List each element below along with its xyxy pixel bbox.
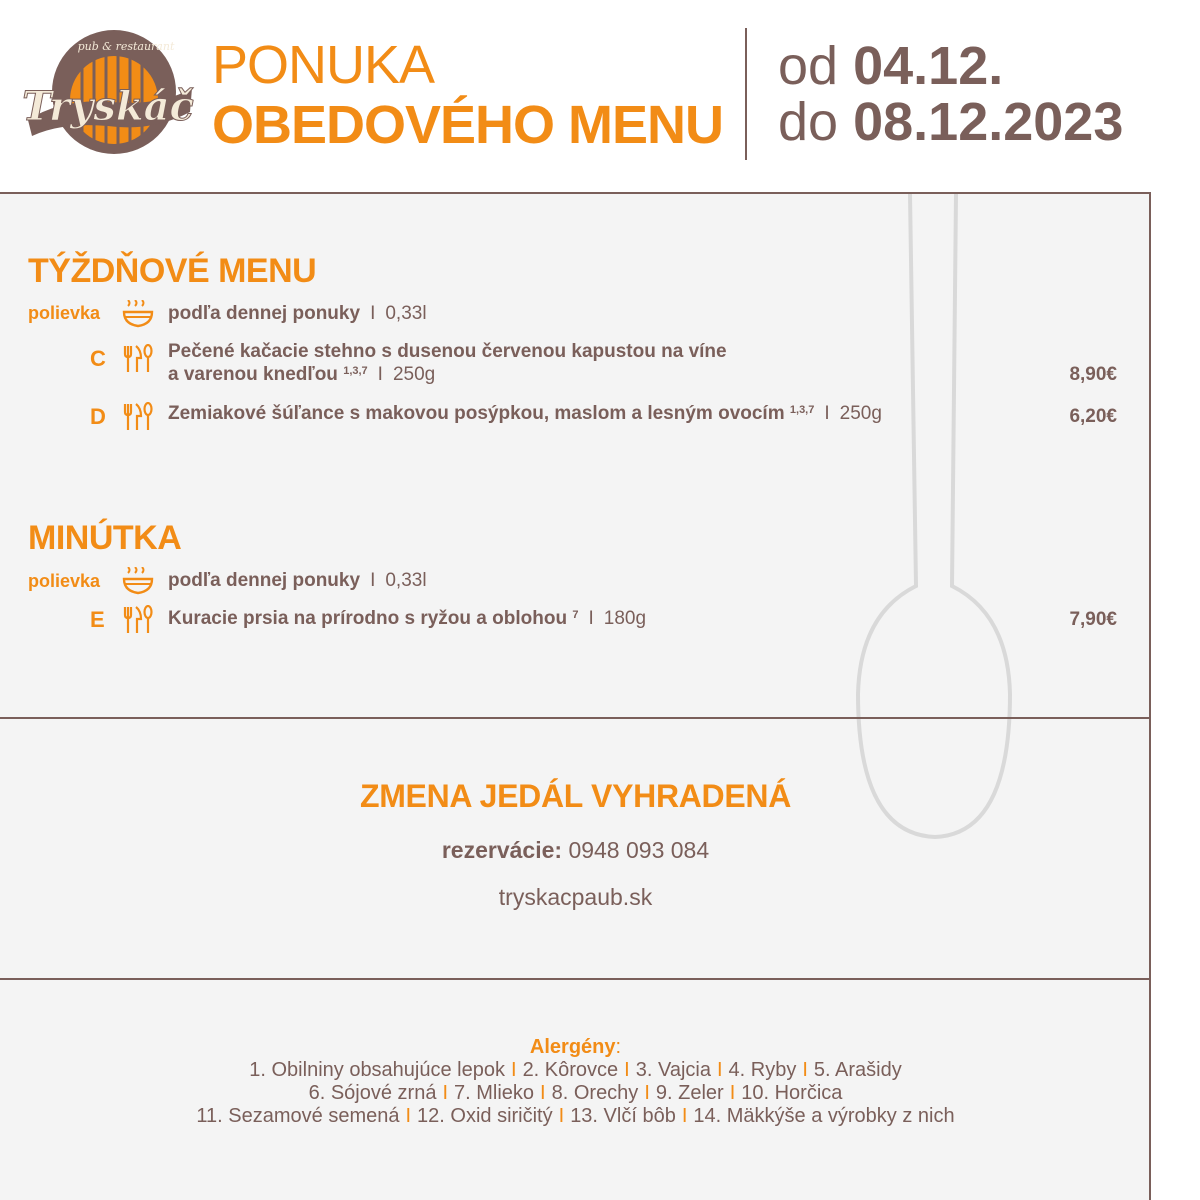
restaurant-logo — [22, 28, 196, 158]
minutka-title: MINÚTKA — [28, 519, 182, 557]
website-line — [0, 884, 1151, 911]
header-divider — [745, 28, 747, 160]
allergens-line-1: 1. Obilniny obsahujúce lepok I 2. Kôrovce I 3. Vajcia I 4. Ryby I 5. Arašidy — [249, 1059, 902, 1081]
date-from: od 04.12. — [778, 36, 1004, 96]
header — [0, 0, 1200, 192]
date-to: do 08.12.2023 — [778, 92, 1124, 152]
dish-price: 8,90€ — [1069, 364, 1117, 385]
cutlery-icon — [122, 344, 154, 374]
soup-bowl-icon — [122, 567, 154, 597]
logo-wordmark: Tryskáč — [22, 83, 194, 130]
logo-tagline: pub & restaurant — [77, 40, 175, 53]
item-letter: C — [90, 346, 106, 371]
cutlery-icon — [122, 402, 154, 432]
notice-title: ZMENA JEDÁL VYHRADENÁ — [359, 778, 792, 814]
allergens-legend — [0, 1036, 1151, 1128]
soup-bowl-icon — [122, 300, 154, 330]
soup-description: podľa dennej ponuky I 0,33l — [168, 570, 427, 591]
allergens-title: Alergény: — [529, 1036, 622, 1058]
menu-panel — [0, 192, 1151, 1200]
divider — [0, 978, 1151, 980]
phone-number[interactable]: 0948 093 084 — [568, 837, 710, 863]
title-line-1: PONUKA — [212, 35, 435, 95]
allergens-line-2: 6. Sójové zrná I 7. Mlieko I 8. Orechy I 9. Zeler I 10. Horčica — [308, 1082, 843, 1104]
date-range — [778, 38, 1123, 150]
dish-description: Pečené kačacie stehno s dusenou červenou kapustou na víne a varenou knedľou $^{1,3,7}$ I 250g — [168, 341, 727, 385]
divider — [0, 717, 1151, 719]
allergens-line-3: 11. Sezamové semená I 12. Oxid siričitý I 13. Vlčí bôb I 14. Mäkkýše a výrobky z nich — [196, 1105, 955, 1127]
soup-label: polievka — [28, 303, 101, 323]
soup-label: polievka — [28, 571, 101, 591]
weekly-menu-title: TÝŽDŇOVÉ MENU — [28, 252, 317, 290]
item-letter: E — [90, 607, 105, 632]
dish-price: 7,90€ — [1069, 609, 1117, 630]
title-line-2: OBEDOVÉHO MENU — [212, 95, 724, 155]
item-letter: D — [90, 404, 106, 429]
dish-description: Kuracie prsia na prírodno s ryžou a oblohou $^7$ I 180g — [168, 608, 647, 629]
page-title — [212, 36, 723, 156]
website-link[interactable]: tryskacpaub.sk — [498, 884, 653, 910]
cutlery-icon — [122, 605, 154, 635]
dish-price: 6,20€ — [1069, 406, 1117, 427]
dish-description: Zemiakové šúľance s makovou posýpkou, maslom a lesným ovocím $^{1,3,7}$ I 250g — [168, 403, 882, 424]
soup-description: podľa dennej ponuky I 0,33l — [168, 303, 427, 324]
spoon-illustration — [850, 194, 1020, 844]
reservation-line: rezervácie: 0948 093 084 — [441, 837, 710, 863]
